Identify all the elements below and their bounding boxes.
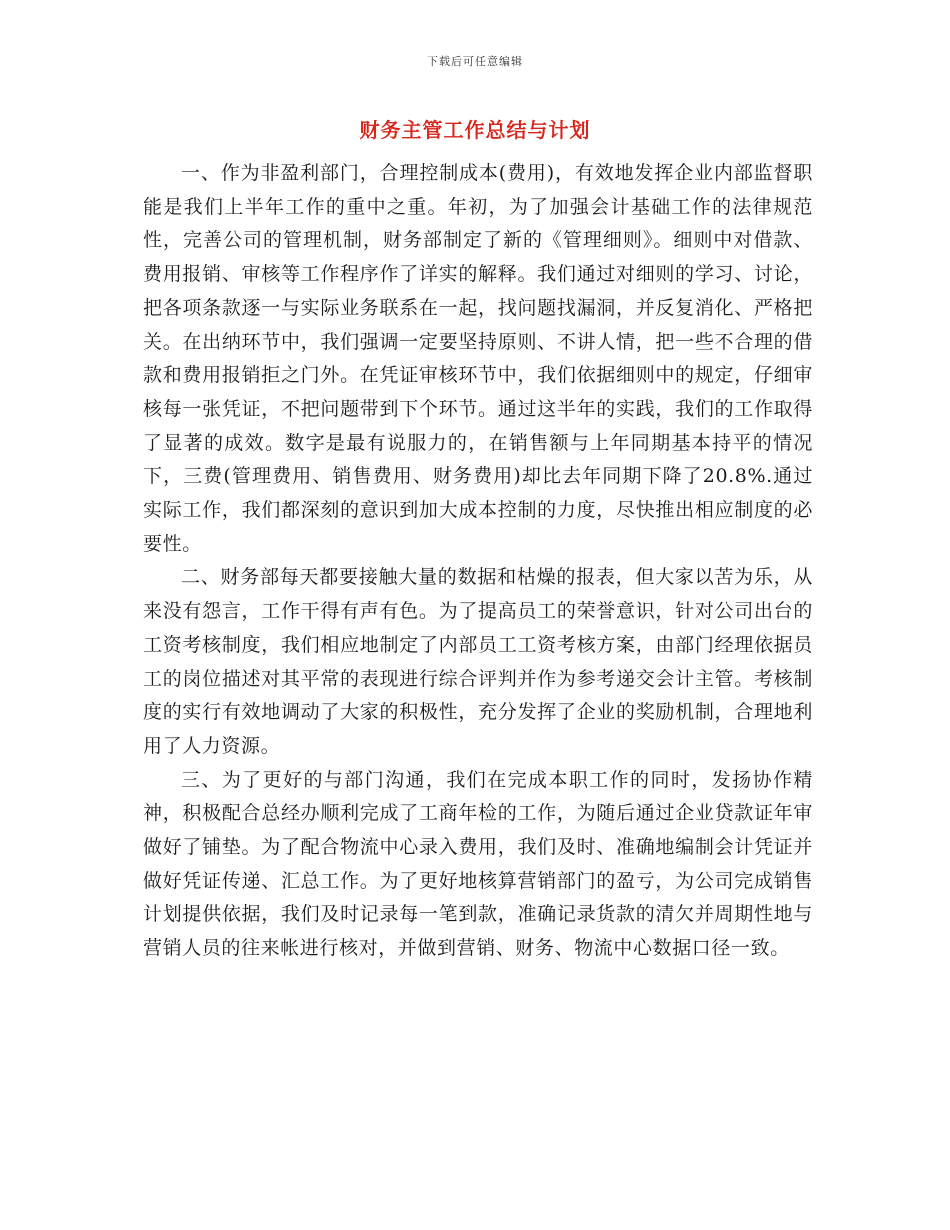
paragraph-2: 二、财务部每天都要接触大量的数据和枯燥的报表，但大家以苦为乐，从来没有怨言，工作干得有声有色。为了提高员工的荣誉意识，针对公司出台的工资考核制度，我们相应地制定了内部员工工资考核方案，由部门经理依据员工的岗位描述对其平常的表现进行综合评判并作为参考递交会计主管。考核制度的实行有效地调动了大家的积极性，充分发挥了企业的奖励机制，合理地利用了人力资源。 <box>143 566 813 757</box>
paragraph-3: 三、为了更好的与部门沟通，我们在完成本职工作的同时，发扬协作精神，积极配合总经办顺利完成了工商年检的工作，为随后通过企业贷款证年审做好了铺垫。为了配合物流中心录入费用，我们及时、准确地编制会计凭证并做好凭证传递、汇总工作。为了更好地核算营销部门的盈亏，为公司完成销售计划提供依据，我们及时记录每一笔到款，准确记录货款的清欠并周期性地与营销人员的往来帐进行核对，并做到营销、财务、物流中心数据口径一致。 <box>143 768 813 960</box>
page-header-note: 下载后可任意编辑 <box>427 55 523 68</box>
document-title: 财务主管工作总结与计划 <box>359 118 591 142</box>
paragraph-1: 一、作为非盈利部门，合理控制成本(费用)，有效地发挥企业内部监督职能是我们上半年工作的重中之重。年初，为了加强会计基础工作的法律规范性，完善公司的管理机制，财务部制定了新的《管理细则》。细则中对借款、费用报销、审核等工作程序作了详实的解释。我们通过对细则的学习、讨论，把各项条款逐一与实际业务联系在一起，找问题找漏洞，并反复消化、严格把关。在出纳环节中，我们强调一定要坚持原则、不讲人情，把一些不合理的借款和费用报销拒之门外。在凭证审核环节中，我们依据细则中的规定，仔细审核每一张凭证，不把问题带到下个环节。通过这半年的实践，我们的工作取得了显著的成效。数字是最有说服力的，在销售额与上年同期基本持平的情况下，三费(管理费用、销售费用、财务费用)却比去年同期下降了20.8%.通过实际工作，我们都深刻的意识到加大成本控制的力度，尽快推出相应制度的必要性。 <box>143 162 813 555</box>
document-body <box>143 157 813 966</box>
